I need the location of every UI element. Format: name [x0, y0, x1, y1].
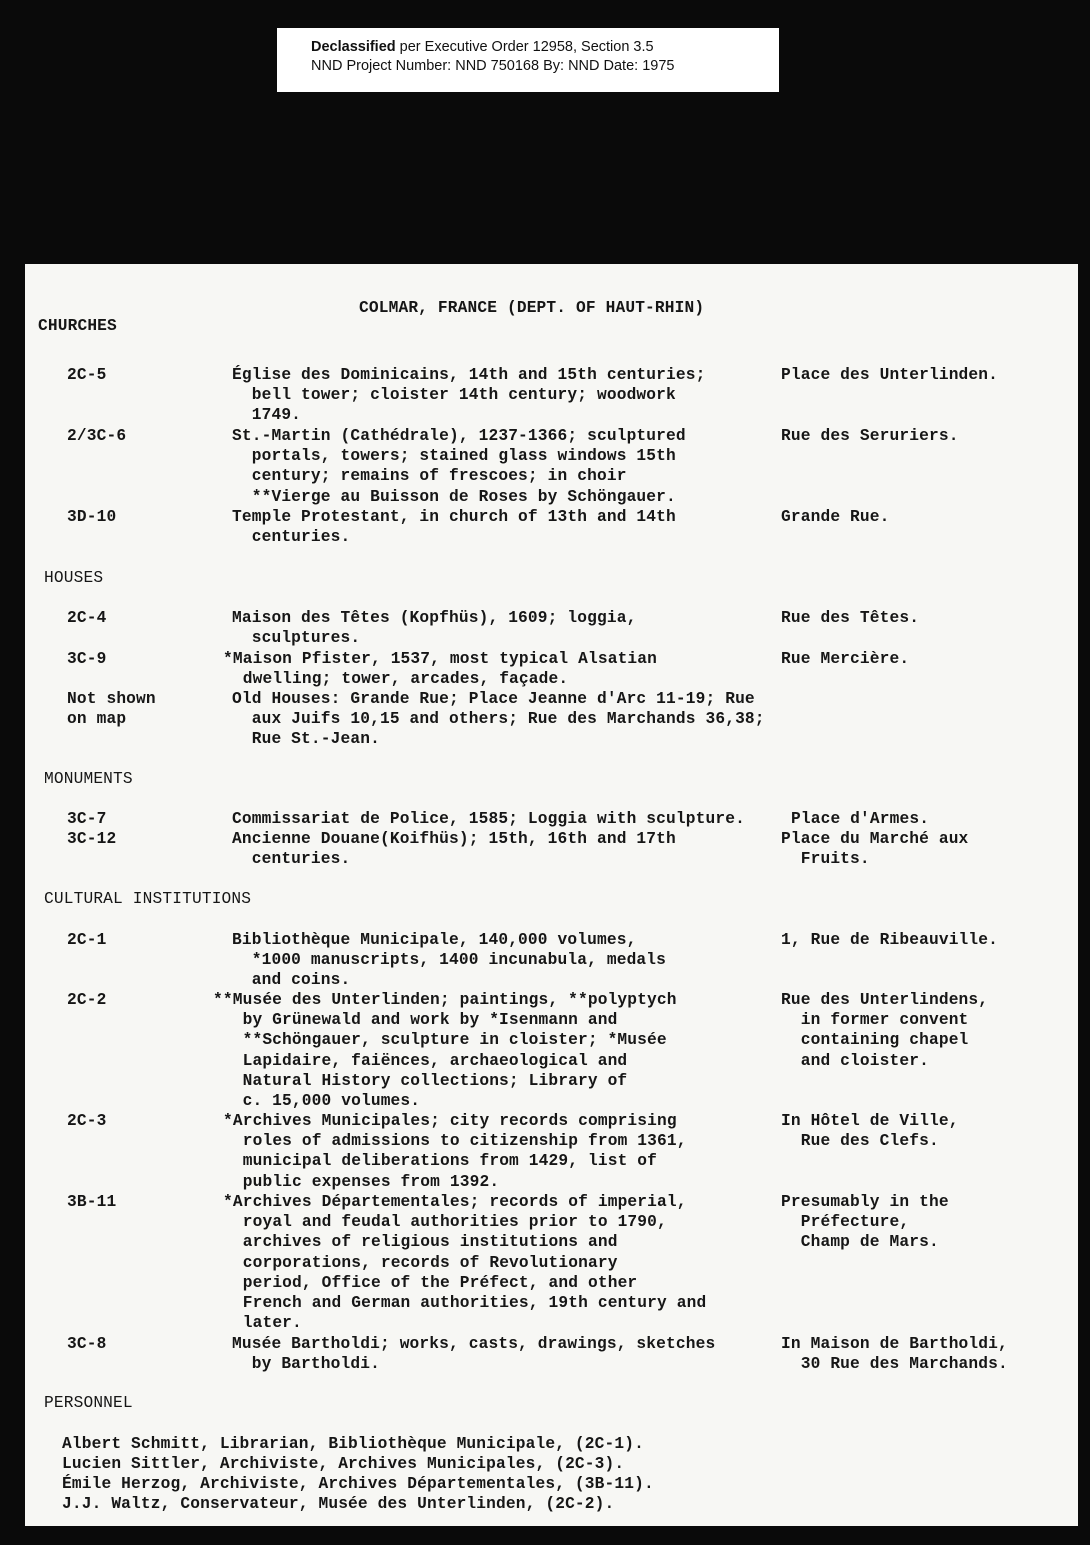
entry-description: *Archives Municipales; city records comprising roles of admissions to citizenship from 1361, municipal deliberations from 1429, list of public expenses from 1392.	[223, 1112, 687, 1191]
entry-code: 3C-12	[67, 830, 117, 848]
entry-code: 3C-7	[67, 810, 107, 828]
entry-location: 1, Rue de Ribeauville.	[781, 931, 999, 949]
entry-description: Old Houses: Grande Rue; Place Jeanne d'Arc 11-19; Rue aux Juifs 10,15 and others; Rue des Marchands 36,38; Rue St.-Jean.	[232, 690, 765, 749]
personnel-entry: Lucien Sittler, Archiviste, Archives Municipales, (2C-3).	[62, 1455, 625, 1473]
entry-code: 2C-1	[67, 931, 107, 949]
entry-code: 2/3C-6	[67, 427, 127, 445]
entry-location: In Maison de Bartholdi, 30 Rue des Marchands.	[781, 1335, 1008, 1374]
entry-code: 3D-10	[67, 508, 117, 526]
entry-code: Not shown on map	[67, 690, 156, 729]
entry-description: Église des Dominicains, 14th and 15th centuries; bell tower; cloister 14th century; woodwork 1749.	[232, 366, 706, 425]
entry-description: Ancienne Douane(Koifhüs); 15th, 16th and 17th centuries.	[232, 830, 676, 869]
entry-location: Grande Rue.	[781, 508, 890, 526]
entry-description: *Maison Pfister, 1537, most typical Alsatian dwelling; tower, arcades, façade.	[223, 650, 658, 689]
stamp-line-1: Declassified per Executive Order 12958, Section 3.5	[311, 39, 654, 55]
section-heading-houses: HOUSES	[44, 569, 104, 587]
personnel-entry: Émile Herzog, Archiviste, Archives Départementales, (3B-11).	[62, 1475, 654, 1493]
entry-location: Rue des Têtes.	[781, 609, 920, 627]
section-heading-personnel: PERSONNEL	[44, 1394, 133, 1412]
personnel-entry: Albert Schmitt, Librarian, Bibliothèque Municipale, (2C-1).	[62, 1435, 644, 1453]
entry-code: 3C-8	[67, 1335, 107, 1353]
entry-location: Rue Mercière.	[781, 650, 910, 668]
entry-location: Rue des Unterlindens, in former convent containing chapel and cloister.	[781, 991, 989, 1070]
section-heading-cultural-institutions: CULTURAL INSTITUTIONS	[44, 890, 252, 908]
entry-code: 2C-4	[67, 609, 107, 627]
entry-description: St.-Martin (Cathédrale), 1237-1366; sculptured portals, towers; stained glass windows 15th century; remains of frescoes; in choir **Vierge au Buisson de Roses by Schöngauer.	[232, 427, 686, 506]
entry-code: 2C-2	[67, 991, 107, 1009]
entry-location: Place d'Armes.	[791, 810, 930, 828]
section-heading-churches: CHURCHES	[38, 317, 117, 335]
personnel-entry: J.J. Waltz, Conservateur, Musée des Unterlinden, (2C-2).	[62, 1495, 615, 1513]
page-title: COLMAR, FRANCE (DEPT. OF HAUT-RHIN)	[359, 299, 705, 317]
entry-code: 3C-9	[67, 650, 107, 668]
entry-location: Presumably in the Préfecture, Champ de Mars.	[781, 1193, 949, 1252]
stamp-line-2: NND Project Number: NND 750168 By: NND Date: 1975	[311, 58, 675, 74]
document-page	[25, 264, 1078, 1526]
entry-code: 3B-11	[67, 1193, 117, 1211]
entry-location: In Hôtel de Ville, Rue des Clefs.	[781, 1112, 959, 1151]
entry-description: Bibliothèque Municipale, 140,000 volumes, *1000 manuscripts, 1400 incunabula, medals and coins.	[232, 931, 667, 990]
entry-code: 2C-3	[67, 1112, 107, 1130]
declassification-stamp	[277, 28, 779, 92]
entry-description: Temple Protestant, in church of 13th and 14th centuries.	[232, 508, 676, 547]
entry-description: **Musée des Unterlinden; paintings, **polyptych by Grünewald and work by *Isenmann and **Schöngauer, sculpture in cloister; *Musée Lapidaire, faiënces, archaeological and Natural History collections; Library of c. 15,000 volumes.	[213, 991, 677, 1111]
section-heading-monuments: MONUMENTS	[44, 770, 133, 788]
entry-location: Place du Marché aux Fruits.	[781, 830, 969, 869]
entry-description: *Archives Départementales; records of imperial, royal and feudal authorities prior to 1790, archives of religious institutions and corporations, records of Revolutionary period, Office of the Préfect, and other French and German authorities, 19th century and later.	[223, 1193, 707, 1333]
entry-description: Maison des Têtes (Kopfhüs), 1609; loggia, sculptures.	[232, 609, 637, 648]
entry-location: Place des Unterlinden.	[781, 366, 999, 384]
entry-description: Musée Bartholdi; works, casts, drawings, sketches by Bartholdi.	[232, 1335, 716, 1374]
entry-location: Rue des Seruriers.	[781, 427, 959, 445]
entry-description: Commissariat de Police, 1585; Loggia with sculpture.	[232, 810, 745, 828]
entry-code: 2C-5	[67, 366, 107, 384]
